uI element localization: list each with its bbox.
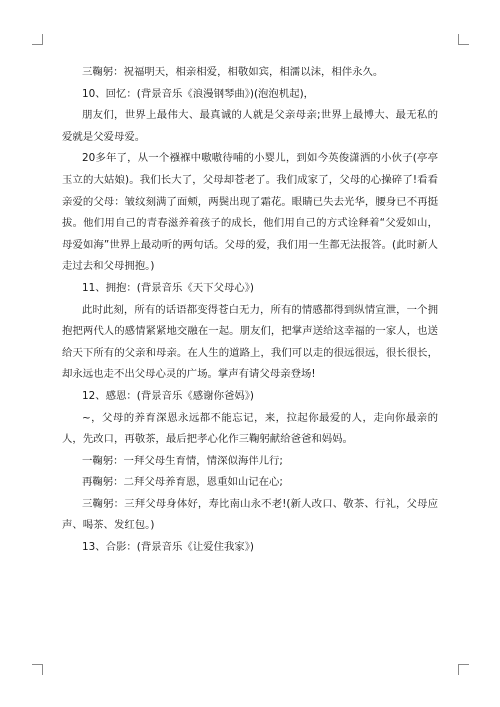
section-heading-group-photo: 13、合影：(背景音乐《让爱住我家》) — [82, 541, 254, 554]
paragraph-first-bow: 一鞠躬：一拜父母生育情，情深似海伴儿行; — [82, 454, 283, 467]
paragraph-embrace: 此时此刻，所有的话语都变得苍白无力，所有的情感都得到纵情宣泄，一个拥抱把两代人的感情紧紧地交融在一起。朋友们，把掌声送给这幸福的一家人，也送给天下所有的父亲和母亲。在人生的道路上，我们可以走的很远很远，很长很长，却永远也走不出父母心灵的广场。掌声有请父母亲登场! — [62, 303, 438, 381]
crop-mark-bottom-right — [458, 664, 469, 675]
paragraph-growing-up: 20多年了，从一个襁褓中嗷嗷待哺的小婴儿，到如今英俊潇洒的小伙子(亭亭玉立的大姑娘)。我们长大了，父母却苍老了。我们成家了，父母的心操碎了!看看亲爱的父母：皱纹刻满了面颊，两鬓出现了霜花。眼睛已失去光华，腰身已不再挺拔。他们用自己的青春滋养着孩子的成长，他们用自己的方式诠释着“父爱如山，母爱如海”世界上最动听的两句话。父母的爱，我们用一生都无法报答。(此时新人走过去和父母拥抱。) — [62, 152, 438, 273]
paragraph-third-bow: 三鞠躬：祝福明天，相亲相爱，相敬如宾，相濡以沫，相伴永久。 — [82, 66, 384, 78]
paragraph-third-bow-parents: 三鞠躬：三拜父母身体好，寿比南山永不老!(新人改口、敬茶、行礼，父母应声、喝茶、发红包。) — [62, 497, 438, 532]
paragraph-gratitude: ~，父母的养育深恩永远都不能忘记，来，拉起你最爱的人，走向你最亲的人，先改口，再敬茶，最后把孝心化作三鞠躬献给爸爸和妈妈。 — [62, 411, 438, 446]
section-heading-recall: 10、回忆：(背景音乐《浪漫钢琴曲》)(泡泡机起)， — [82, 87, 315, 100]
crop-mark-top-right — [458, 34, 469, 45]
paragraph-parents-love: 朋友们，世界上最伟大、最真诚的人就是父亲母亲;世界上最博大、最无私的爱就是父爱母爱。 — [62, 109, 438, 143]
crop-mark-bottom-left — [32, 664, 43, 675]
section-heading-embrace: 11、拥抱：(背景音乐《天下父母心》) — [82, 281, 254, 294]
section-heading-gratitude: 12、感恩：(背景音乐《感谢你爸妈》) — [82, 389, 254, 402]
document-body — [62, 62, 438, 559]
crop-mark-top-left — [32, 34, 43, 45]
paragraph-second-bow: 再鞠躬：二拜父母养育恩，恩重如山记在心; — [82, 476, 283, 489]
